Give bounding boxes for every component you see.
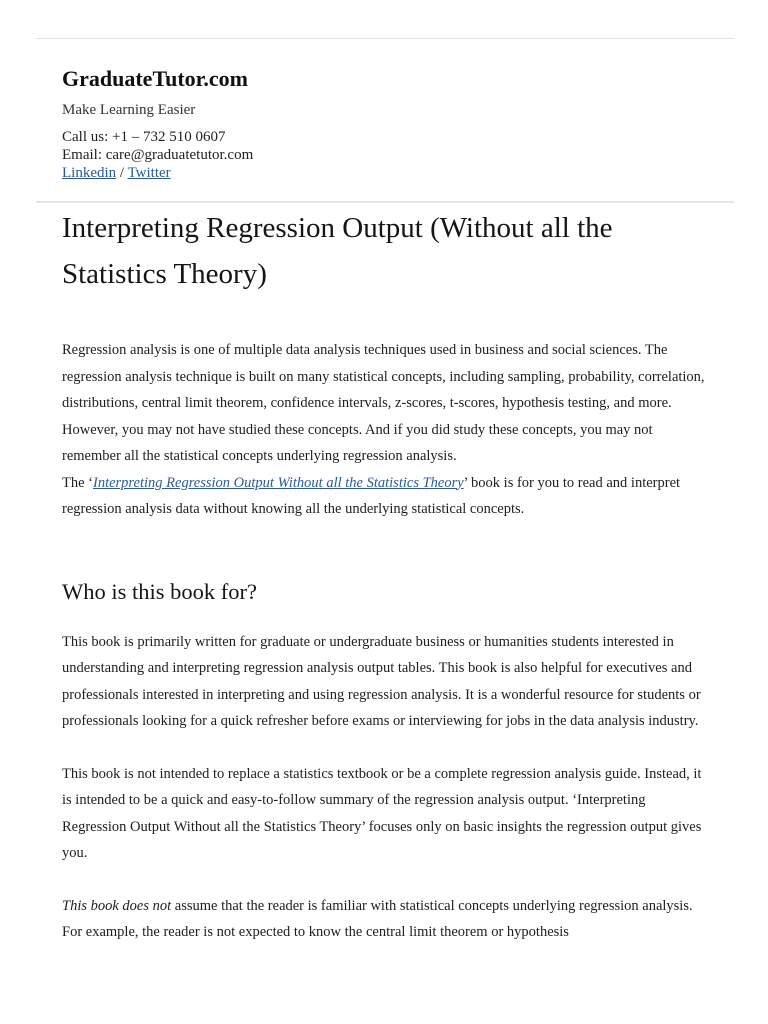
phone-line: Call us: +1 – 732 510 0607 xyxy=(62,129,226,145)
top-divider xyxy=(36,38,734,39)
site-tagline: Make Learning Easier xyxy=(62,102,196,118)
purpose-paragraph: This book is not intended to replace a statistics textbook or be a complete regression analysis guide. Instead, it is intended to be a quick and easy-to-follow summary of the regression analysis output. ‘Interpreting Regression Output Without all the Statistics Theory’ focuses only on basic insights the regression output gives you. xyxy=(62,765,702,861)
assumption-paragraph xyxy=(62,893,712,946)
linkedin-link[interactable]: Linkedin xyxy=(62,165,117,181)
assumption-emphasis: This book does not xyxy=(62,897,172,914)
audience-paragraph: This book is primarily written for graduate or undergraduate business or humanities students interested in understanding and interpreting regression analysis output tables. This book is also helpful for executives and professionals interested in interpreting and using regression analysis. It is a wonderful resource for students or professionals looking for a quick refresher before exams or interviewing for jobs in the data analysis industry. xyxy=(62,633,701,729)
header-divider xyxy=(36,201,734,203)
link-separator: / xyxy=(116,165,128,181)
book-suffix: ’ book is for you to read and interpret regression analysis data without knowing all the underlying statistical concepts. xyxy=(62,474,681,517)
article-title: Interpreting Regression Output (Without all the Statistics Theory) xyxy=(62,212,613,290)
book-title-link[interactable]: Interpreting Regression Output Without all the Statistics Theory xyxy=(93,474,464,491)
book-prefix: The ‘ xyxy=(62,474,93,491)
social-links xyxy=(62,164,712,182)
site-title[interactable]: GraduateTutor.com xyxy=(62,66,248,91)
contact-info xyxy=(62,128,712,182)
assumption-text: assume that the reader is familiar with statistical concepts underlying regression analysis. For example, the reader is not expected to know the central limit theorem or hypothesis xyxy=(62,897,693,940)
article xyxy=(62,205,712,946)
intro-text: Regression analysis is one of multiple data analysis techniques used in business and social sciences. The regression analysis technique is built on many statistical concepts, including sampling, probability, correlation, distributions, central limit theorem, confidence intervals, z-scores, t-scores, hypothesis testing, and more. However, you may not have studied these concepts. And if you did study these concepts, you may not remember all the statistical concepts underlying regression analysis. xyxy=(62,342,705,464)
intro-paragraph xyxy=(62,337,712,523)
email-line: Email: care@graduatetutor.com xyxy=(62,147,254,163)
site-header xyxy=(62,64,712,182)
twitter-link[interactable]: Twitter xyxy=(127,165,171,181)
section-heading: Who is this book for? xyxy=(62,578,257,604)
